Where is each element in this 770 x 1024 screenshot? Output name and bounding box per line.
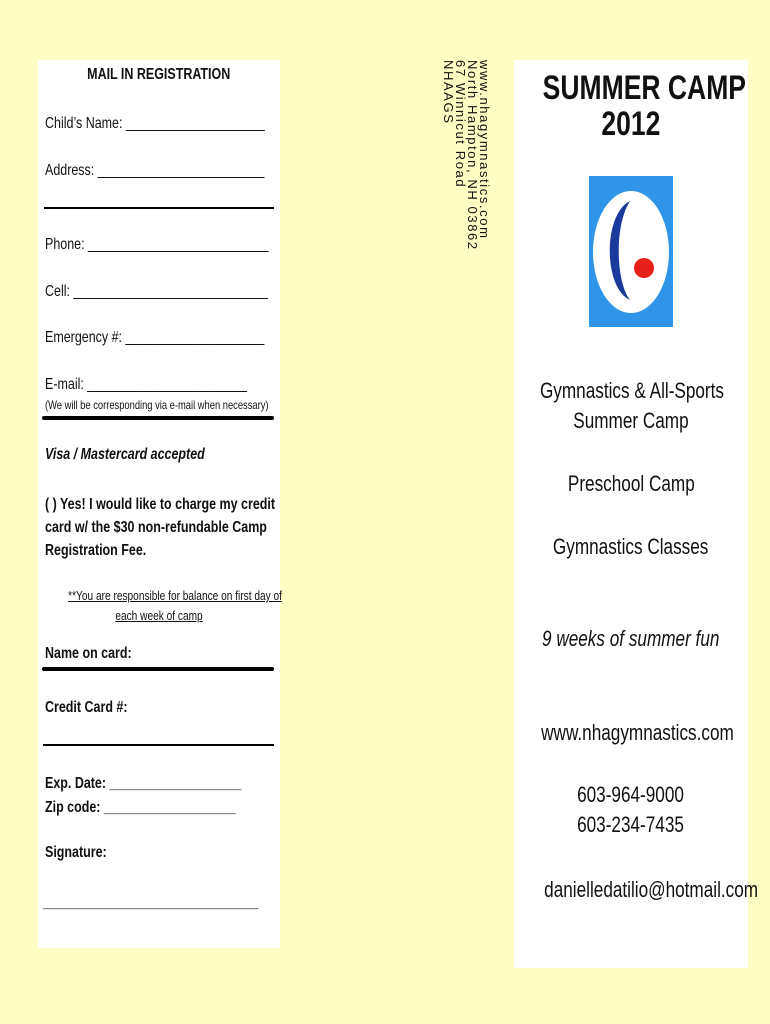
signature-label: Signature: <box>45 844 107 861</box>
phone-number-1: 603-964-9000 <box>577 782 685 807</box>
signature-line-wrap[interactable] <box>43 894 319 912</box>
emergency-label: Emergency #: ____________________ <box>45 329 265 346</box>
email-field[interactable] <box>45 376 304 394</box>
address-label: Address: ________________________ <box>45 162 265 179</box>
charge-line-3: Registration Fee. <box>45 542 147 559</box>
address-line-2[interactable] <box>44 207 274 209</box>
exp-zip-fields[interactable] <box>45 772 297 820</box>
program-preschool-label: Preschool Camp <box>567 471 695 496</box>
address-field[interactable] <box>45 162 326 180</box>
signature-line: _______________________________ <box>43 894 259 911</box>
payment-heading-wrap <box>45 446 250 464</box>
balance-line-1: **You are responsible for balance on first day of <box>68 588 282 603</box>
phone-field[interactable] <box>45 236 332 254</box>
zip-code-label: Zip code: ___________________ <box>45 799 236 816</box>
phone-label: Phone: __________________________ <box>45 236 269 253</box>
program-allsports-line-2: Summer Camp <box>573 408 689 433</box>
charge-line-2: card w/ the $30 non-refundable Camp <box>45 519 267 536</box>
program-classes-label: Gymnastics Classes <box>553 534 709 559</box>
address-line-org: NHAAGS <box>441 60 456 125</box>
phone-numbers <box>514 780 748 840</box>
charge-consent[interactable] <box>45 493 340 562</box>
cover-title <box>514 70 748 142</box>
website-link[interactable]: www.nhagymnastics.com <box>541 720 734 745</box>
program-preschool <box>514 469 748 499</box>
website[interactable] <box>514 718 748 748</box>
program-allsports <box>514 376 748 436</box>
cell-label: Cell: ____________________________ <box>45 283 268 300</box>
section-divider-2 <box>42 667 274 671</box>
section-divider-1 <box>42 416 274 420</box>
credit-card-line[interactable] <box>43 744 274 746</box>
tagline <box>514 624 748 654</box>
child-name-field[interactable] <box>45 115 327 133</box>
program-allsports-line-1: Gymnastics & All-Sports <box>539 378 724 403</box>
balance-line-2: each week of camp <box>115 608 203 623</box>
credit-card-field[interactable] <box>45 699 151 717</box>
charge-line-1: ( ) Yes! I would like to charge my credit <box>45 496 276 513</box>
camp-logo <box>589 176 673 327</box>
exp-date-label: Exp. Date: ___________________ <box>45 775 242 792</box>
name-on-card-label: Name on card: <box>45 645 132 662</box>
credit-card-label: Credit Card #: <box>45 699 128 716</box>
phone-number-2: 603-234-7435 <box>577 812 685 837</box>
address-line-street: 67 Winnicut Road <box>453 60 468 189</box>
email-label: E-mail: _______________________ <box>45 376 247 393</box>
emergency-field[interactable] <box>45 329 326 347</box>
tagline-text: 9 weeks of summer fun <box>542 626 720 651</box>
signature-field[interactable] <box>45 844 124 862</box>
cover-title-line-1: SUMMER CAMP <box>542 69 746 107</box>
email-note: (We will be corresponding via e-mail when necessary) <box>45 398 269 412</box>
program-classes <box>514 532 748 562</box>
child-name-label: Child’s Name: ____________________ <box>45 115 265 132</box>
form-title-wrap <box>38 66 280 84</box>
logo-icon <box>589 176 673 327</box>
cell-field[interactable] <box>45 283 331 301</box>
contact-email-link[interactable]: danielledatilio@hotmail.com <box>544 877 759 902</box>
form-title: MAIL IN REGISTRATION <box>87 66 231 83</box>
contact-email[interactable] <box>514 875 759 905</box>
name-on-card-field[interactable] <box>45 645 156 663</box>
mailing-address <box>442 60 490 251</box>
address-line-city: North Hampton, NH 03862 <box>465 60 480 251</box>
payment-heading: Visa / Mastercard accepted <box>45 446 205 463</box>
email-note-wrap <box>45 398 332 412</box>
cover-title-line-2: 2012 <box>601 105 661 143</box>
balance-notice <box>38 586 280 626</box>
address-line-www: www.nhagymnastics.com <box>477 60 492 240</box>
